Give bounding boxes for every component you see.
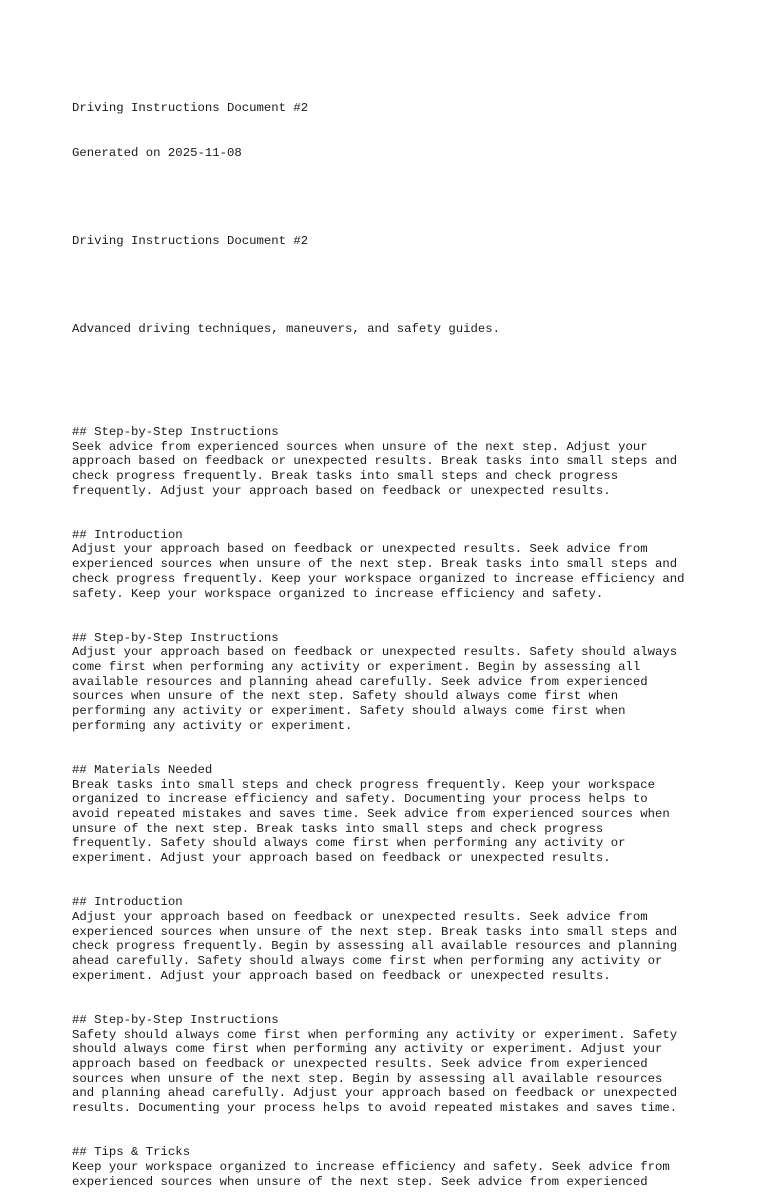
document-section — [72, 1145, 722, 1189]
section-body-line: frequently. Safety should always come first when performing any activity or — [72, 836, 626, 851]
document-section — [72, 1013, 722, 1116]
section-body-line: experienced sources when unsure of the next step. Break tasks into small steps and — [72, 924, 678, 939]
section-body-line: Safety should always come first when performing any activity or experiment. Safety — [72, 1027, 678, 1042]
section-body-line: sources when unsure of the next step. Begin by assessing all available resources — [72, 1071, 663, 1086]
section-heading: ## Introduction — [72, 527, 183, 542]
section-body-line: safety. Keep your workspace organized to increase efficiency and safety. — [72, 586, 604, 601]
section-heading: ## Step-by-Step Instructions — [72, 1012, 279, 1027]
section-body-line: Seek advice from experienced sources when unsure of the next step. Adjust your — [72, 439, 648, 454]
section-heading: ## Materials Needed — [72, 762, 213, 777]
section-heading: ## Introduction — [72, 895, 183, 910]
document-page — [72, 72, 722, 1204]
section-body-line: check progress frequently. Keep your workspace organized to increase efficiency and — [72, 571, 685, 586]
section-body-line: frequently. Adjust your approach based on feedback or unexpected results. — [72, 483, 611, 498]
section-body-line: and planning ahead carefully. Adjust your approach based on feedback or unexpected — [72, 1086, 678, 1101]
section-body-line: Keep your workspace organized to increase efficiency and safety. Seek advice from — [72, 1159, 670, 1174]
section-body-line: sources when unsure of the next step. Safety should always come first when — [72, 689, 619, 704]
document-generated-date: Generated on 2025-11-08 — [72, 145, 242, 160]
document-header-title: Driving Instructions Document #2 — [72, 101, 309, 116]
section-body-line: performing any activity or experiment. — [72, 718, 353, 733]
section-body-line: come first when performing any activity or experiment. Begin by assessing all — [72, 660, 641, 675]
document-section — [72, 425, 722, 499]
section-heading: ## Step-by-Step Instructions — [72, 630, 279, 645]
section-body-line: Break tasks into small steps and check progress frequently. Keep your workspace — [72, 777, 655, 792]
section-body-line: should always come first when performing any activity or experiment. Adjust your — [72, 1042, 663, 1057]
section-body-line: performing any activity or experiment. Safety should always come first when — [72, 704, 626, 719]
document-title: Driving Instructions Document #2 — [72, 233, 309, 248]
section-body-line: check progress frequently. Begin by assessing all available resources and planning — [72, 939, 678, 954]
section-body-line: experiment. Adjust your approach based on feedback or unexpected results. — [72, 851, 611, 866]
section-body-line: approach based on feedback or unexpected results. Break tasks into small steps and — [72, 454, 678, 469]
section-body-line: Adjust your approach based on feedback or unexpected results. Safety should always — [72, 645, 678, 660]
section-body-line: Adjust your approach based on feedback or unexpected results. Seek advice from — [72, 909, 648, 924]
document-section — [72, 763, 722, 866]
section-body-line: organized to increase efficiency and safety. Documenting your process helps to — [72, 792, 648, 807]
section-body-line: Adjust your approach based on feedback or unexpected results. Seek advice from — [72, 542, 648, 557]
section-body-line: check progress frequently. Break tasks into small steps and check progress — [72, 468, 619, 483]
section-body-line: ahead carefully. Safety should always come first when performing any activity or — [72, 954, 663, 969]
section-body-line: experienced sources when unsure of the next step. Seek advice from experienced — [72, 1174, 648, 1189]
section-body-line: approach based on feedback or unexpected results. Seek advice from experienced — [72, 1056, 648, 1071]
section-body-line: experiment. Adjust your approach based on feedback or unexpected results. — [72, 968, 611, 983]
section-body-line: unsure of the next step. Break tasks into small steps and check progress — [72, 821, 604, 836]
document-section — [72, 528, 722, 602]
section-heading: ## Tips & Tricks — [72, 1145, 191, 1160]
document-section — [72, 895, 722, 983]
document-intro: Advanced driving techniques, maneuvers, and safety guides. — [72, 321, 501, 336]
section-body-line: results. Documenting your process helps to avoid repeated mistakes and saves time. — [72, 1101, 678, 1116]
section-body-line: avoid repeated mistakes and saves time. Seek advice from experienced sources when — [72, 807, 670, 822]
section-body-line: available resources and planning ahead carefully. Seek advice from experienced — [72, 674, 648, 689]
section-body-line: experienced sources when unsure of the next step. Break tasks into small steps and — [72, 557, 678, 572]
document-section — [72, 631, 722, 734]
document-sections — [72, 425, 722, 1189]
section-heading: ## Step-by-Step Instructions — [72, 424, 279, 439]
